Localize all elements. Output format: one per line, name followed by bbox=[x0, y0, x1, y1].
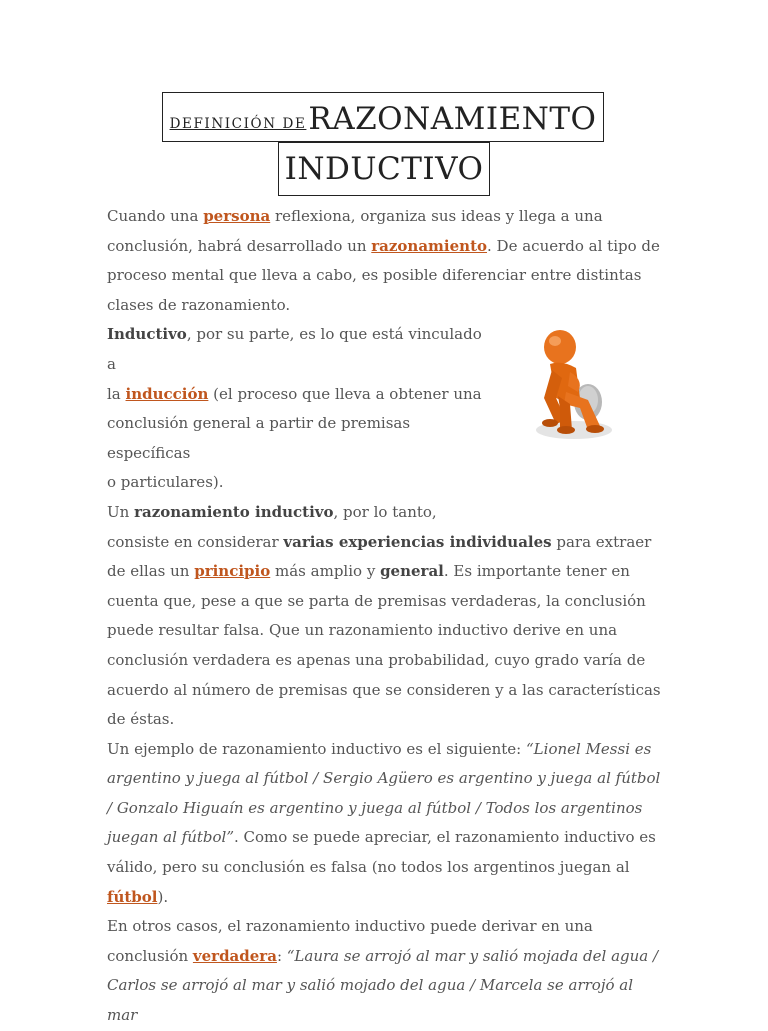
bold-general: general bbox=[380, 562, 444, 581]
text: Un ejemplo de razonamiento inductivo es el siguiente: bbox=[107, 739, 527, 758]
text: consiste en considerar bbox=[107, 532, 284, 551]
text: , por lo tanto, bbox=[333, 502, 437, 521]
paragraph-1 bbox=[107, 202, 663, 320]
text: conclusión bbox=[107, 946, 193, 965]
example-quote-futbol: “Lionel Messi es argentino y juega al fútbol / Sergio Agüero es argentino y juega al fútbol / Gonzalo Higuaín es argentino y juega al fútbol / Todos los argentinos juegan al fútbol” bbox=[107, 739, 661, 847]
text: conclusión general a partir de premisas específicas bbox=[107, 414, 411, 462]
text: más amplio y bbox=[270, 562, 381, 581]
link-persona[interactable]: persona bbox=[203, 207, 271, 225]
text: . Como se puede apreciar, el razonamiento inductivo es válido, pero su conclusión es falsa (no todos los argentinos juegan al bbox=[107, 828, 656, 877]
text: . Es importante tener en cuenta que, pese a que se parta de premisas verdaderas, la conclusión puede resultar falsa. Que un razonamiento inductivo derive en una conclusión verdadera es apenas una probabilidad, cuyo grado varía de acuerdo al número de premisas que se consideren y a las características de éstas. bbox=[107, 562, 661, 729]
text: , por su parte, es lo que está vinculado a bbox=[107, 325, 482, 373]
text: la bbox=[107, 384, 126, 403]
title-word-razonamiento: RAZONAMIENTO bbox=[308, 101, 597, 137]
text: o particulares). bbox=[107, 473, 224, 492]
title-prefix: DEFINICIÓN DE bbox=[169, 116, 307, 132]
link-induccion[interactable]: inducción bbox=[125, 384, 209, 403]
text: reflexiona, organiza sus ideas y llega a una conclusión, habrá desarrollado un bbox=[107, 207, 603, 255]
bold-inductivo: Inductivo bbox=[107, 325, 187, 344]
paragraph-4 bbox=[107, 735, 663, 913]
text: Un bbox=[107, 502, 135, 521]
paragraph-5 bbox=[107, 912, 663, 1030]
text: En otros casos, el razonamiento inductivo puede derivar en una bbox=[107, 917, 593, 936]
text: para extraer de ellas un bbox=[107, 532, 652, 581]
title-box-line-2 bbox=[278, 142, 490, 196]
bold-varias-experiencias: varias experiencias individuales bbox=[283, 532, 552, 551]
title-box-line-1 bbox=[162, 92, 604, 142]
example-quote-mar: “Laura se arrojó al mar y salió mojada del agua / Carlos se arrojó al mar y salió mojado del agua / Marcela se arrojó al mar bbox=[107, 946, 659, 1025]
title-word-inductivo: INDUCTIVO bbox=[284, 150, 484, 187]
bold-razonamiento-inductivo: razonamiento inductivo bbox=[134, 502, 334, 521]
link-verdadera[interactable]: verdadera bbox=[192, 946, 277, 965]
link-futbol[interactable]: fútbol bbox=[107, 887, 158, 906]
link-principio[interactable]: principio bbox=[194, 562, 271, 581]
paragraph-3 bbox=[107, 498, 663, 735]
thinking-person-icon bbox=[522, 326, 622, 444]
text: (el proceso que lleva a obtener una bbox=[208, 384, 482, 403]
paragraph-2 bbox=[107, 320, 487, 498]
text: . De acuerdo al tipo de proceso mental que lleva a cabo, es posible diferenciar entre distintas clases de razonamiento. bbox=[107, 236, 660, 314]
text: ). bbox=[157, 887, 169, 906]
link-razonamiento[interactable]: razonamiento bbox=[371, 236, 488, 255]
text: : bbox=[276, 946, 287, 965]
text: Cuando una bbox=[107, 207, 204, 225]
